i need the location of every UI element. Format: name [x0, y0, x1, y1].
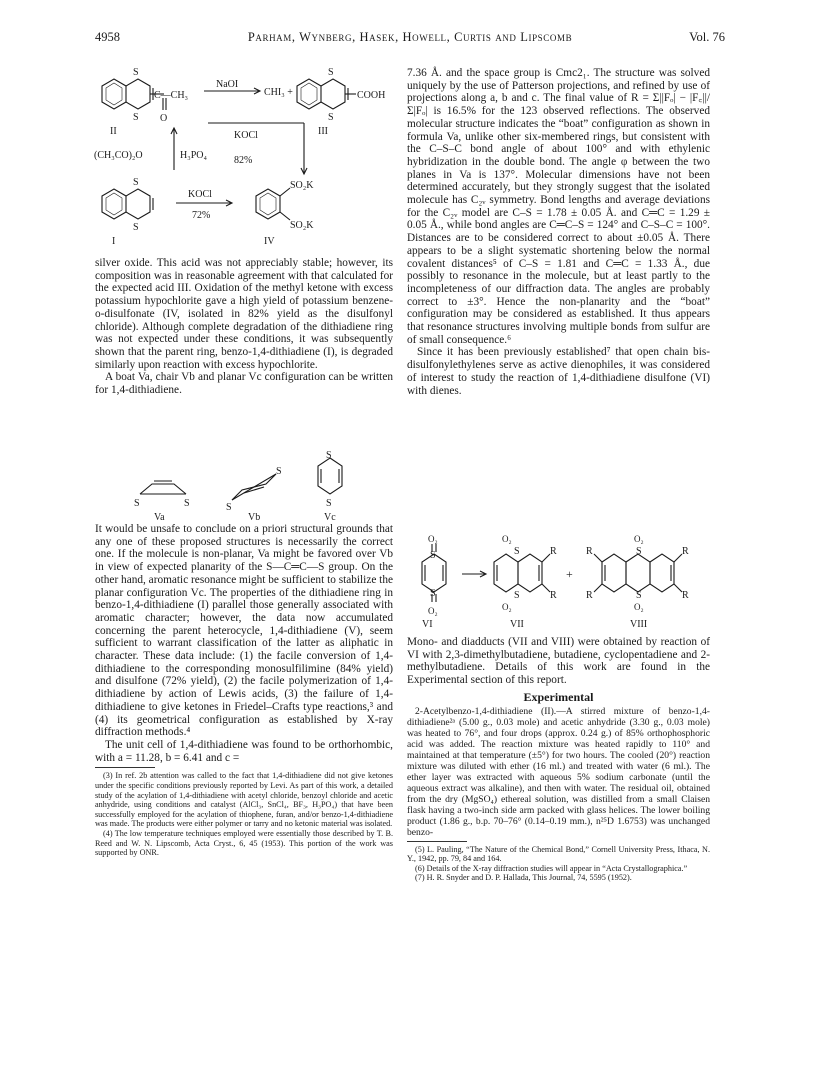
benzene-ring [102, 79, 126, 109]
boat-conformation [140, 484, 186, 494]
substituent-r: R [550, 590, 557, 601]
footnote: (4) The low temperature techniques employed were essentially those described by T. B. Reed and W. N. Lipscomb, Acta Cryst., 6, 45 (1953). This portion of the work was supported by ONR. [95, 828, 393, 858]
atom-s: S [430, 550, 436, 561]
reaction-scheme-1 [92, 58, 397, 253]
atom-s: S [226, 502, 232, 513]
volume-label: Vol. 76 [689, 30, 725, 44]
body-paragraph: Mono- and diadducts (VII and VIII) were obtained by reaction of VI with 2,3-dimethylbutadiene, butadiene, cyclopentadiene and 2-methylbutadiene. Details of this work are found in the Experimental section of this report. [407, 636, 710, 687]
sulfone-o2: O₂ [502, 534, 512, 544]
atom-s: S [133, 222, 139, 233]
atom-s: S [430, 588, 436, 599]
label-vii: VII [510, 619, 524, 630]
label-va: Va [154, 512, 165, 522]
yield-82: 82% [234, 155, 253, 166]
footnote-rule [407, 841, 467, 842]
right-column-lower [407, 636, 710, 883]
atom-s: S [636, 590, 642, 601]
running-authors: Parham, Wynberg, Hasek, Howell, Curtis and Lipscomb [247, 30, 573, 44]
benzene-ring [102, 189, 126, 219]
methyl-ketone-group: C—CH₃ [154, 90, 189, 101]
section-heading-experimental: Experimental [523, 689, 594, 704]
substituent-r: R [586, 546, 593, 557]
footnote: (5) L. Pauling, “The Nature of the Chemical Bond,” Cornell University Press, Ithaca, N. Y., 1942, pp. 79, 84 and 164. [407, 844, 710, 864]
left-column-upper [95, 257, 393, 397]
reagent-naoi: NaOI [216, 79, 239, 90]
ring [602, 554, 626, 592]
ring [626, 554, 650, 592]
footnote: (7) H. R. Snyder and D. P. Hallada, This Journal, 74, 5595 (1952). [415, 873, 632, 883]
left-column-lower [95, 523, 393, 858]
carboxyl-group: COOH [357, 90, 386, 101]
body-paragraph: Since it has been previously established⁷ that open chain bis-disulfonylethylenes serve as active dienophiles, it was considered of interest to study the reaction of 1,4-dithiadiene disulfone (VI) with dienes. [407, 346, 710, 397]
sulfonate-group: SO₂K [290, 220, 314, 231]
sulfone-o2: O₂ [502, 602, 512, 612]
atom-s: S [514, 590, 520, 601]
substituent-r: R [682, 590, 689, 601]
product-chi3: CHI₃ + [264, 87, 293, 98]
page-header [95, 30, 725, 50]
atom-s: S [328, 67, 334, 78]
label-vc: Vc [324, 512, 336, 522]
atom-s: S [276, 466, 282, 477]
adduct-scheme [410, 532, 710, 632]
ring [494, 554, 518, 592]
atom-o: O [160, 113, 168, 124]
sulfone-o2: O₂ [428, 606, 438, 616]
body-paragraph: The unit cell of 1,4-dithiadiene was found to be orthorhombic, with a = 11.28, b = 6.41 and c = [95, 738, 393, 764]
label-compound-iii: III [318, 126, 328, 137]
sulfone-o2: O₂ [634, 534, 644, 544]
atom-s: S [134, 498, 140, 509]
substituent-r: R [682, 546, 689, 557]
body-paragraph: A boat Va, chair Vb and planar Vc configuration can be written for 1,4-dithiadiene. [95, 371, 393, 397]
right-column-upper [407, 67, 710, 397]
yield-72: 72% [192, 210, 211, 221]
dithiin-ring [126, 79, 150, 109]
conformation-scheme [130, 450, 370, 522]
footnote: (6) Details of the X-ray diffraction studies will appear in “Acta Crystallographica.” [415, 863, 688, 873]
body-paragraph: 7.36 Å. and the space group is Cmc2₁. The structure was solved uniquely by the use of Patterson projections, and refined by use of projections along a, b and c. The final value of R = Σ||Fₒ| − |F꜀||/Σ|Fₒ| is 16.5% for the 123 observed reflections. The observed molecular structure indicates the “boat” configuration as shown in formula Va, unlike other six-membered rings, but consistent with the C–S–C bond angle of about 100° and with ethylenic hybridization in the double bond. The angle φ between the two planes in Va is 137°. Molecular dimensions have not been determined accurately, but they strongly suggest that the isolated molecule has C₂ᵥ symmetry. Bond lengths and average deviations for the C₂ᵥ model are C–S = 1.78 ± 0.05 Å. and C═C = 1.29 ± 0.05 Å., while bond angles are C═C–S = 124° and C–S–C = 100°. Distances are to be considered correct to about ±0.05 Å. There appears to be a slight systematic shortening below the normal covalent distances⁵ of C–S = 1.81 and C═C = 1.33 Å., due possibly to resonance in the molecule, but at least partly to the incompleteness of our diffraction data. The angles are probably correct to ±3°. Hence the non-planarity and the “boat” configuration may be considered as established. It thus appears that resonance structures involving multiple bonds from sulfur are of small consequence.⁶ [407, 67, 710, 346]
benzene-ring-inner [106, 83, 122, 105]
atom-s: S [133, 112, 139, 123]
sulfonate-group: SO₂K [290, 180, 314, 191]
planar-conformation [318, 458, 342, 494]
substituent-r: R [550, 546, 557, 557]
footnote-rule [95, 767, 155, 768]
atom-s: S [184, 498, 190, 509]
reagent-h3po4: H₃PO₄ [180, 150, 207, 161]
benzene-ring [256, 189, 280, 219]
body-paragraph: silver oxide. This acid was not appreciably stable; however, its composition was in reasonable agreement with that calculated for the expected acid III. Oxidation of the methyl ketone with excess potassium hypochlorite gave a high yield of potassium benzene-o-disulfonate (IV, isolated in 82% yield as the disulfonyl chloride). Although complete degradation of the dithiadiene ring was not expected under these conditions, it was subsequently shown that the parent ring, benzo-1,4-dithiadiene (I), is degraded similarly upon reaction with excess hypochlorite. [95, 257, 393, 371]
atom-s: S [328, 112, 334, 123]
substituent-r: R [586, 590, 593, 601]
ring [518, 554, 542, 592]
label-vi: VI [422, 619, 433, 630]
label-compound-i: I [112, 236, 116, 247]
reagent-kocl: KOCl [188, 189, 212, 200]
footnote: (3) In ref. 2b attention was called to the fact that 1,4-dithiadiene did not give ketones under the specific conditions previously reported by Levi. As part of this work, a detailed study of the acylation of 1,4-dithiadiene with acetyl chloride, benzoyl chloride and acetic anhydride, using conditions and catalyst (AlCl₃, SnCl₄, BF₃, H₃PO₄) that have been successfully employed for the acylation of thiophene, furan, and/or benzo-1,4-dithiadiene was made. The products were either polymer or tarry and no ketonic material was isolated. [95, 771, 393, 829]
label-compound-iv: IV [264, 236, 275, 247]
atom-s: S [636, 546, 642, 557]
atom-s: S [326, 450, 332, 461]
atom-s: S [133, 67, 139, 78]
atom-s: S [326, 498, 332, 509]
reagent-kocl: KOCl [234, 130, 258, 141]
body-paragraph: It would be unsafe to conclude on a priori structural grounds that any one of these proposed structures is necessarily the correct one. If the molecule is non-planar, Va might be favored over Vb in view of expected planarity of the S—C═C—S group. On the other hand, aromatic resonance might be sufficient to stabilize the planar configuration Vc. The properties of the dithiadiene ring in benzo-1,4-dithiadiene (I) parallel those generally associated with aromatic character; however, the data now accumulated concerning the parent heterocycle, 1,4-dithiadiene (V), seem sufficient to warrant classification of the latter as aliphatic in character. These data include: (1) the facile conversion of 1,4-dithiadiene to the corresponding monosulfilimine (84% yield) and disulfone (72% yield), (2) the facile polymerization of 1,4-dithiadiene by action of Lewis acids, (3) the failure of 1,4-dithiadiene to give ketones in Friedel–Crafts type reactions,³ and (4) its geometrical configuration as established by X-ray diffraction methods.⁴ [95, 523, 393, 739]
label-vb: Vb [248, 512, 261, 522]
reagent-acetic-anhydride: (CH₃CO)₂O [94, 150, 143, 161]
label-compound-ii: II [110, 126, 117, 137]
atom-s: S [133, 177, 139, 188]
sulfone-o2: O₂ [428, 534, 438, 544]
experimental-paragraph: 2-Acetylbenzo-1,4-dithiadiene (II).—A stirred mixture of benzo-1,4-dithiadiene²ᵃ (5.00 g., 0.03 mole) and acetic anhydride (3.30 g., 0.03 mole) was heated to 76°, and four drops (approx. 0.24 g.) of 85% orthophosphoric acid was added. The reaction mixture was heated rapidly to 110° and maintained at that temperature (±5°) for two hours. The cooled (20°) reaction mixture was diluted with ether (16 ml.) and treated with water (6 ml.). The ether layer was extracted with aqueous 5% sodium carbonate (until the aqueous extract was alkaline), and then with water. The residual oil, obtained from the dry (MgSO₄) ethereal solution, was distilled from a small Claisen flask having a two-inch side arm packed with glass helices. The lower boiling product (1.86 g., b.p. 70–76° (0.14–0.19 mm.), n²⁵D 1.6753) was unchanged benzo- [407, 705, 710, 838]
page-number: 4958 [95, 30, 120, 44]
benzene-ring [297, 79, 321, 109]
label-viii: VIII [630, 619, 648, 630]
plus-sign: + [566, 567, 573, 581]
ring [650, 554, 674, 592]
atom-s: S [514, 546, 520, 557]
sulfone-o2: O₂ [634, 602, 644, 612]
